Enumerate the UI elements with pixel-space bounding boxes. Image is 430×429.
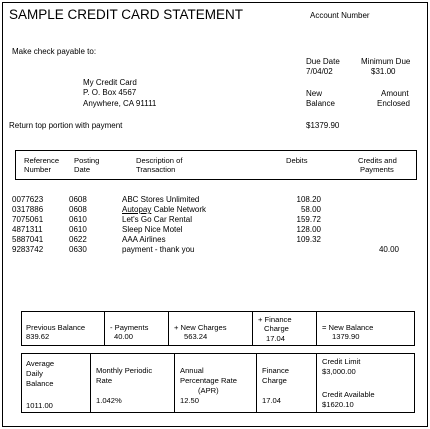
header-posting-line1: Posting	[74, 156, 100, 165]
row-2-ref: 0317886	[12, 205, 44, 214]
new-balance-value: $1379.90	[306, 121, 340, 130]
avg-daily-balance-label-line2: Daily	[26, 369, 43, 378]
row-1-date: 0608	[69, 195, 87, 204]
row-3-date: 0610	[69, 215, 87, 224]
apr-label-line3: (APR)	[198, 386, 219, 395]
row-5-debit: 109.32	[296, 235, 321, 244]
row-3-ref: 7075061	[12, 215, 44, 224]
rates-divider	[316, 354, 317, 412]
row-4-debit: 128.00	[296, 225, 321, 234]
account-number-label: Account Number	[310, 11, 370, 20]
summary-divider	[252, 312, 253, 345]
row-2-desc-rest: Cable Network	[151, 205, 207, 214]
payments-value: 40.00	[114, 332, 134, 341]
monthly-rate-label-line2: Rate	[96, 376, 113, 385]
payments-label: - Payments	[110, 323, 149, 332]
summary-new-balance-value: 1379.90	[332, 332, 360, 341]
apr-value: 12.50	[180, 396, 200, 405]
monthly-rate-value: 1.042%	[96, 396, 122, 405]
avg-daily-balance-label-line3: Balance	[26, 379, 54, 388]
row-5-date: 0622	[69, 235, 87, 244]
credit-limit-value: $3,000.00	[322, 367, 356, 376]
row-6-date: 0630	[69, 245, 87, 254]
rates-divider	[256, 354, 257, 412]
row-5-ref: 5887041	[12, 235, 44, 244]
apr-label-line2: Percentage Rate	[180, 376, 237, 385]
credit-limit-label: Credit Limit	[322, 357, 361, 366]
row-2-debit: 58.00	[300, 205, 321, 214]
row-4-date: 0610	[69, 225, 87, 234]
summary-divider	[168, 312, 169, 345]
row-1-debit: 108.20	[296, 195, 321, 204]
transactions-header	[15, 150, 417, 180]
rates-box	[21, 353, 415, 413]
avg-daily-balance-label-line1: Average	[26, 359, 55, 368]
new-charges-value: 563.24	[184, 332, 208, 341]
row-6-ref: 9283742	[12, 245, 44, 254]
row-4-ref: 4871311	[12, 225, 43, 234]
row-6-credit: 40.00	[378, 245, 399, 254]
apr-label-line1: Annual	[180, 366, 204, 375]
summary-divider	[104, 312, 105, 345]
finance-charge-value: 17.04	[266, 334, 286, 343]
header-credits-line1: Credits and	[358, 156, 397, 165]
row-2-desc	[122, 205, 206, 214]
new-balance-label-line1: New	[306, 89, 323, 98]
amount-enclosed-label-line1: Amount	[381, 89, 409, 98]
credit-available-value: $1620.10	[322, 400, 354, 409]
address-line-1: My Credit Card	[83, 78, 137, 87]
rates-finance-charge-value: 17.04	[262, 396, 282, 405]
row-3-desc: Let's Go Car Rental	[122, 215, 193, 224]
statement-page	[2, 2, 428, 427]
previous-balance-value: 839.62	[26, 332, 50, 341]
minimum-due-value: $31.00	[371, 67, 396, 76]
rates-divider	[174, 354, 175, 412]
row-3-debit: 159.72	[296, 215, 321, 224]
payable-to-label: Make check payable to:	[12, 47, 97, 56]
row-2-date: 0608	[69, 205, 87, 214]
new-balance-label-line2: Balance	[306, 99, 335, 108]
header-description-line2: Transaction	[136, 165, 176, 174]
row-1-desc: ABC Stores Unlimited	[122, 195, 200, 204]
address-line-2: P. O. Box 4567	[83, 88, 137, 97]
row-4-desc: Sleep Nice Motel	[122, 225, 183, 234]
avg-daily-balance-value: 1011.00	[26, 401, 53, 410]
minimum-due-label: Minimum Due	[361, 57, 411, 66]
rates-finance-charge-label-line1: Finance	[262, 366, 290, 375]
finance-charge-label-line2: Charge	[264, 324, 289, 333]
rates-finance-charge-label-line2: Charge	[262, 376, 287, 385]
new-charges-label: + New Charges	[174, 323, 227, 332]
header-posting-line2: Date	[74, 165, 91, 174]
summary-divider	[316, 312, 317, 345]
previous-balance-label: Previous Balance	[26, 323, 86, 332]
row-6-desc: payment - thank you	[122, 245, 195, 254]
header-credits-line2: Payments	[360, 165, 394, 174]
row-1-ref: 0077623	[12, 195, 44, 204]
address-line-3: Anywhere, CA 91111	[83, 99, 157, 108]
finance-charge-label-line1: + Finance	[258, 315, 292, 324]
header-description-line1: Description of	[136, 156, 183, 165]
due-date-label: Due Date	[306, 57, 340, 66]
summary-box	[21, 311, 415, 346]
amount-enclosed-label-line2: Enclosed	[377, 99, 410, 108]
return-portion-label: Return top portion with payment	[9, 121, 123, 130]
rates-divider	[90, 354, 91, 412]
monthly-rate-label-line1: Monthly Periodic	[96, 366, 153, 375]
due-date-value: 7/04/02	[306, 67, 333, 76]
row-5-desc: AAA Airlines	[122, 235, 166, 244]
header-reference-line2: Number	[24, 165, 52, 174]
credit-available-label: Credit Available	[322, 390, 375, 399]
statement-title: SAMPLE CREDIT CARD STATEMENT	[9, 7, 244, 22]
header-reference-line1: Reference	[24, 156, 60, 165]
summary-new-balance-label: = New Balance	[322, 323, 374, 332]
header-debits: Debits	[286, 156, 308, 165]
row-2-desc-underlined: Autopay	[122, 205, 152, 214]
